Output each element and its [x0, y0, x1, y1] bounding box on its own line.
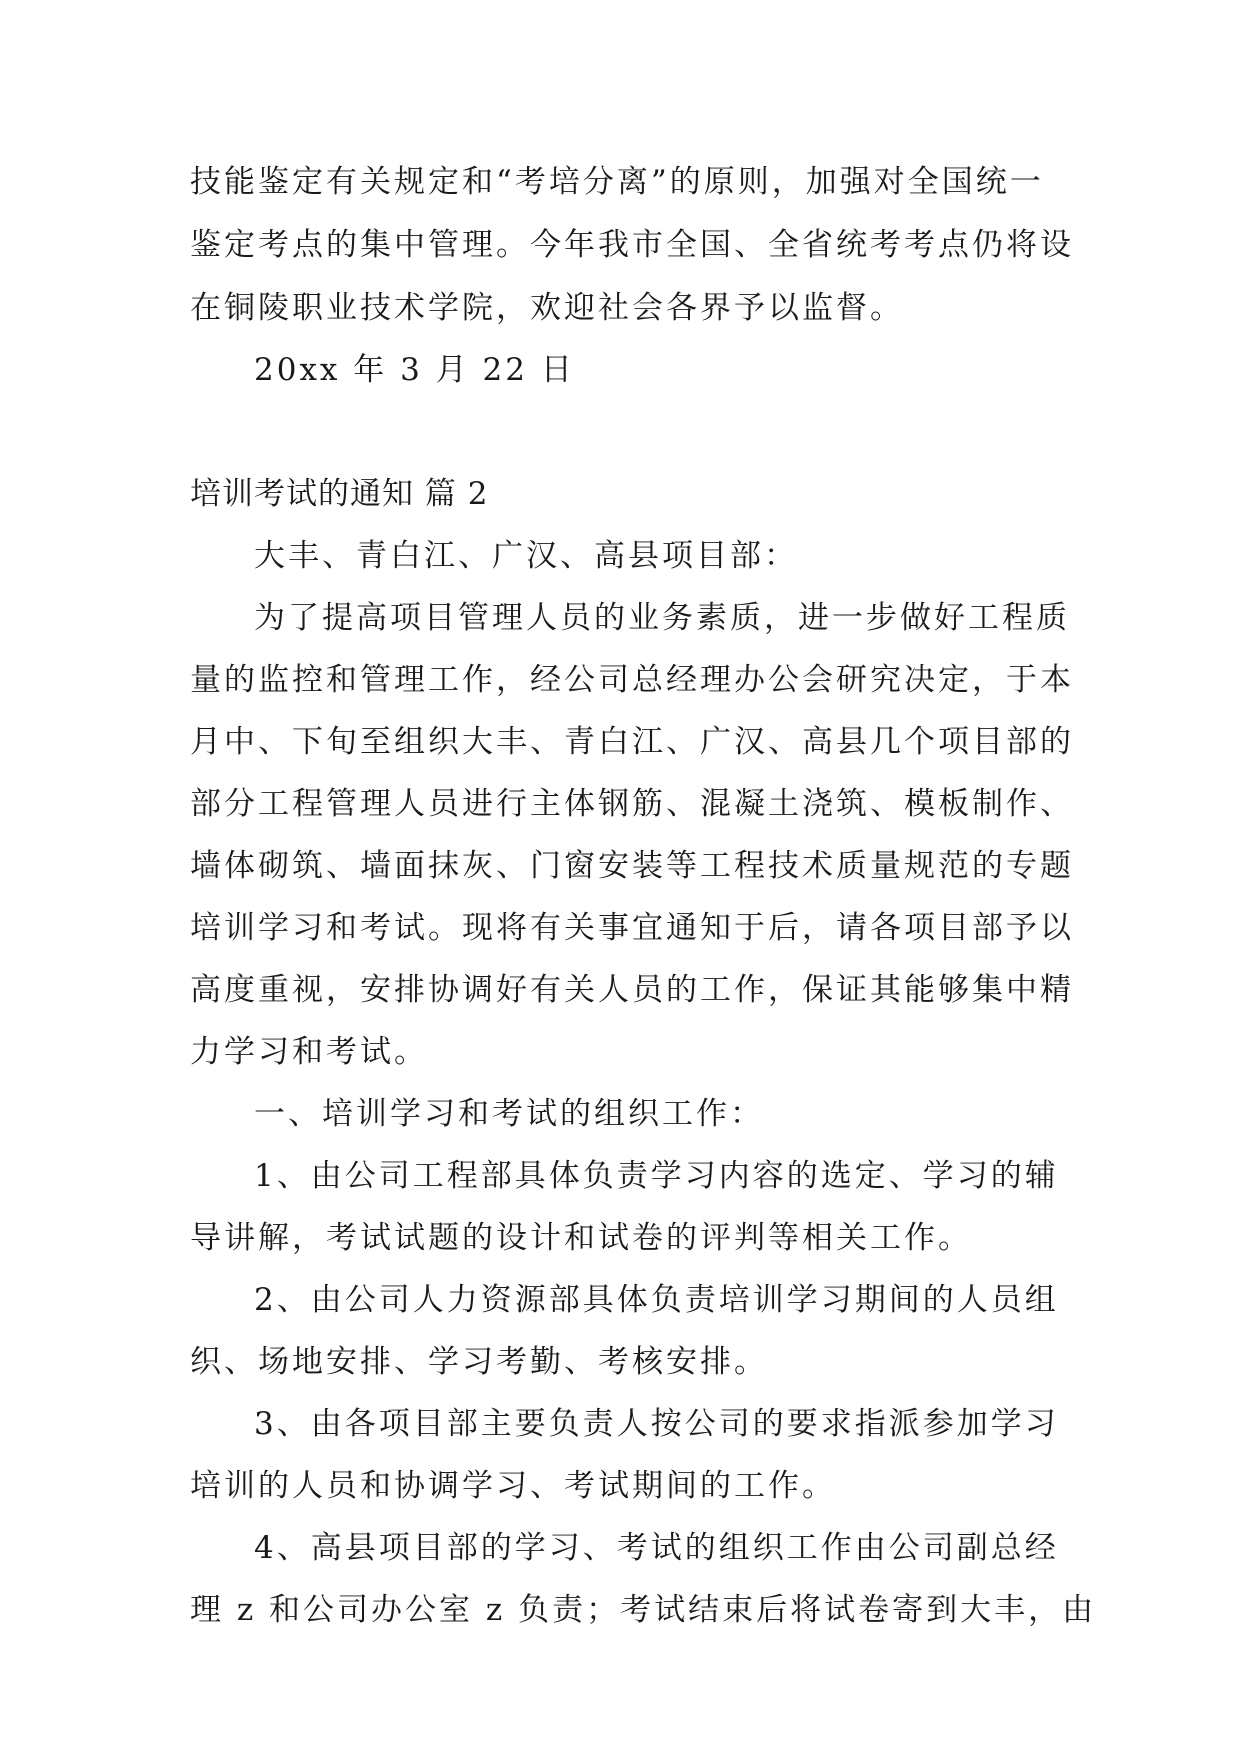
text-line: 部分工程管理人员进行主体钢筋、混凝土浇筑、模板制作、: [190, 786, 1074, 822]
text-line: 培训学习和考试。现将有关事宜通知于后，请各项目部予以: [190, 910, 1074, 946]
text-line: 4、高县项目部的学习、考试的组织工作由公司副总经: [254, 1530, 1059, 1566]
text-line: 理 z 和公司办公室 z 负责；考试结束后将试卷寄到大丰，由: [190, 1592, 1097, 1628]
text-line: 在铜陵职业技术学院，欢迎社会各界予以监督。: [190, 290, 904, 326]
text-line: 技能鉴定有关规定和“考培分离”的原则，加强对全国统一: [190, 164, 1044, 200]
date-line: 20xx 年 3 月 22 日: [254, 352, 575, 388]
text-line: 织、场地安排、学习考勤、考核安排。: [190, 1344, 768, 1380]
addressee-line: 大丰、青白江、广汉、高县项目部：: [254, 538, 798, 574]
text-line: 2、由公司人力资源部具体负责培训学习期间的人员组: [254, 1282, 1059, 1318]
text-line: 鉴定考点的集中管理。今年我市全国、全省统考考点仍将设: [190, 227, 1074, 263]
section-title: 培训考试的通知 篇 2: [190, 476, 489, 512]
text-line: 3、由各项目部主要负责人按公司的要求指派参加学习: [254, 1406, 1059, 1442]
text-line: 量的监控和管理工作，经公司总经理办公会研究决定，于本: [190, 662, 1074, 698]
text-line: 力学习和考试。: [190, 1034, 428, 1070]
subheading-line: 一、培训学习和考试的组织工作：: [254, 1096, 764, 1132]
text-line: 培训的人员和协调学习、考试期间的工作。: [190, 1468, 836, 1504]
text-line: 月中、下旬至组织大丰、青白江、广汉、高县几个项目部的: [190, 724, 1074, 760]
text-line: 高度重视，安排协调好有关人员的工作，保证其能够集中精: [190, 972, 1074, 1008]
text-line: 墙体砌筑、墙面抹灰、门窗安装等工程技术质量规范的专题: [190, 848, 1074, 884]
text-line: 为了提高项目管理人员的业务素质，进一步做好工程质: [254, 600, 1070, 636]
text-line: 导讲解，考试试题的设计和试卷的评判等相关工作。: [190, 1220, 972, 1256]
text-line: 1、由公司工程部具体负责学习内容的选定、学习的辅: [254, 1158, 1059, 1194]
